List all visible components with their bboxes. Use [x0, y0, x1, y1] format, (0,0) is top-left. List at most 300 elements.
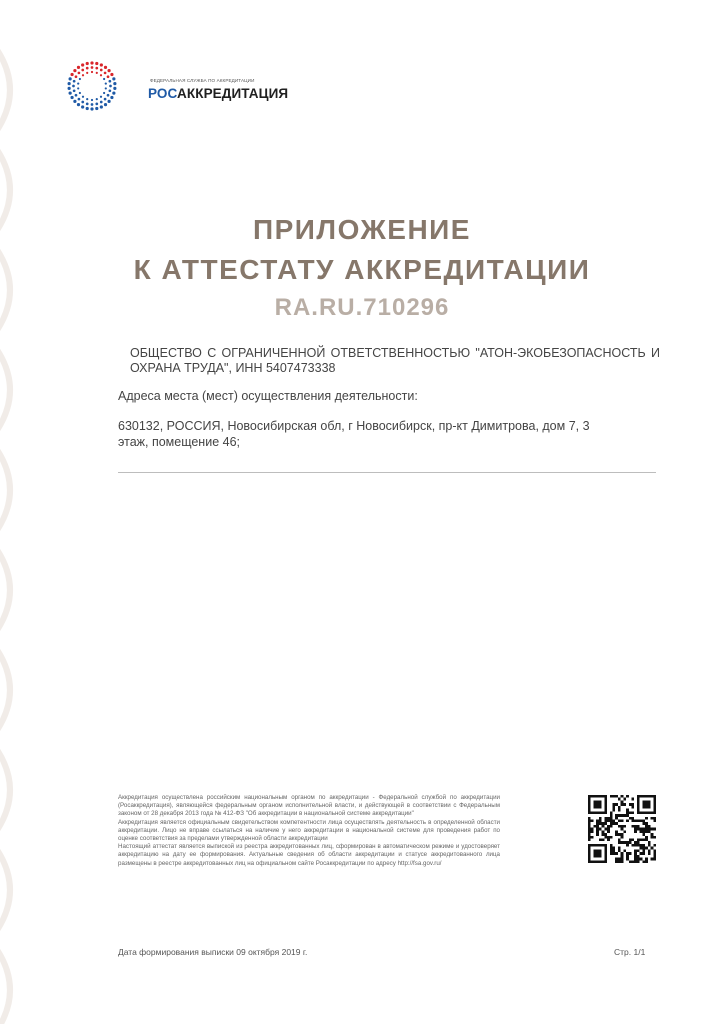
qr-module	[626, 795, 629, 798]
qr-module	[588, 833, 591, 836]
qr-module	[604, 852, 607, 855]
qr-module	[642, 819, 645, 822]
qr-module	[588, 806, 591, 809]
qr-module	[604, 833, 607, 836]
logo-dot	[105, 82, 107, 84]
logo-dot	[82, 96, 84, 98]
qr-module	[645, 811, 648, 814]
qr-module	[599, 817, 602, 820]
qr-module	[648, 830, 651, 833]
qr-module	[629, 803, 632, 806]
qr-module	[648, 828, 651, 831]
qr-module	[621, 803, 624, 806]
qr-module	[651, 795, 654, 798]
qr-module	[621, 860, 624, 863]
qr-module	[615, 803, 618, 806]
qr-module	[621, 841, 624, 844]
qr-module	[634, 858, 637, 861]
qr-module	[621, 858, 624, 861]
document-subtitle: К АТТЕСТАТУ АККРЕДИТАЦИИ	[133, 254, 591, 285]
qr-module	[642, 811, 645, 814]
qr-module	[602, 825, 605, 828]
qr-module	[634, 844, 637, 847]
qr-module	[653, 849, 656, 852]
qr-module	[621, 836, 624, 839]
qr-module	[618, 860, 621, 863]
logo-dot	[107, 94, 110, 97]
qr-module	[623, 814, 626, 817]
qr-module	[599, 819, 602, 822]
logo-dot	[90, 61, 93, 64]
logo-dot	[70, 96, 73, 99]
qr-module	[602, 822, 605, 825]
qr-module	[610, 811, 613, 814]
qr-code-icon	[588, 795, 656, 863]
qr-module	[588, 817, 591, 820]
qr-module	[626, 844, 629, 847]
logo-agency-caption: ФЕДЕРАЛЬНАЯ СЛУЖБА ПО АККРЕДИТАЦИИ	[150, 78, 255, 83]
qr-module	[651, 847, 654, 850]
qr-module	[618, 798, 621, 801]
logo-wordmark	[148, 86, 288, 101]
qr-module	[593, 860, 596, 863]
qr-module	[623, 825, 626, 828]
qr-module	[648, 849, 651, 852]
qr-module	[653, 858, 656, 861]
logo-dot	[69, 77, 72, 80]
qr-module	[653, 836, 656, 839]
qr-module	[632, 806, 635, 809]
qr-module	[645, 806, 648, 809]
qr-module	[588, 800, 591, 803]
qr-module	[626, 855, 629, 858]
logo-dot	[77, 66, 80, 69]
qr-module	[607, 828, 610, 831]
qr-module	[618, 819, 621, 822]
qr-module	[607, 830, 610, 833]
logo-dot	[86, 72, 88, 74]
qr-module	[602, 811, 605, 814]
qr-module	[623, 803, 626, 806]
qr-module	[599, 839, 602, 842]
qr-module	[653, 800, 656, 803]
qr-module	[599, 803, 602, 806]
qr-module	[610, 819, 613, 822]
qr-module	[623, 798, 626, 801]
logo-dot	[68, 87, 71, 90]
qr-module	[618, 858, 621, 861]
logo-dot	[81, 63, 84, 66]
qr-module	[634, 849, 637, 852]
logo-dot	[103, 92, 105, 94]
qr-module	[637, 795, 640, 798]
logo-dot	[86, 107, 89, 110]
logo-dot	[73, 69, 76, 72]
qr-module	[588, 849, 591, 852]
qr-module	[599, 849, 602, 852]
logo-dot	[81, 101, 84, 104]
qr-module	[588, 847, 591, 850]
logo-dot	[105, 87, 107, 89]
logo-dot	[77, 103, 80, 106]
qr-module	[588, 828, 591, 831]
qr-module	[642, 852, 645, 855]
qr-module	[604, 795, 607, 798]
qr-module	[642, 849, 645, 852]
logo-dot	[91, 66, 94, 69]
qr-module	[615, 830, 618, 833]
qr-module	[653, 811, 656, 814]
qr-module	[615, 814, 618, 817]
qr-module	[642, 800, 645, 803]
qr-module	[637, 809, 640, 812]
qr-module	[602, 844, 605, 847]
qr-module	[629, 860, 632, 863]
qr-module	[596, 825, 599, 828]
qr-module	[626, 841, 629, 844]
registration-number: RA.RU.710296	[274, 294, 450, 321]
logo-dot	[82, 74, 84, 76]
qr-module	[588, 809, 591, 812]
qr-module	[645, 860, 648, 863]
logo-dot	[81, 105, 84, 108]
logo	[66, 60, 289, 112]
logo-dot	[107, 100, 110, 103]
document-title: ПРИЛОЖЕНИЕ	[253, 214, 471, 245]
qr-module	[602, 795, 605, 798]
qr-module	[645, 836, 648, 839]
generation-date: Дата формирования выписки 09 октября 2019 г.	[118, 947, 308, 957]
qr-module	[593, 852, 596, 855]
logo-wordmark-ros: РОС	[148, 86, 178, 101]
qr-module	[640, 830, 643, 833]
logo-dot	[95, 103, 98, 106]
qr-module	[642, 803, 645, 806]
qr-module	[615, 852, 618, 855]
qr-module	[618, 849, 621, 852]
qr-module	[593, 803, 596, 806]
logo-dot	[100, 74, 102, 76]
qr-module	[621, 795, 624, 798]
qr-module	[591, 819, 594, 822]
qr-module	[629, 841, 632, 844]
qr-module	[591, 795, 594, 798]
qr-module	[599, 795, 602, 798]
qr-module	[604, 828, 607, 831]
rosakkreditatsiya-logo-icon	[66, 60, 118, 112]
qr-module	[634, 830, 637, 833]
logo-dot	[112, 77, 115, 80]
qr-module	[653, 795, 656, 798]
qr-module	[604, 800, 607, 803]
qr-module	[621, 828, 624, 831]
qr-module	[610, 822, 613, 825]
logo-dot	[113, 82, 116, 85]
qr-module	[651, 811, 654, 814]
footer-legal-text	[118, 794, 500, 868]
qr-module	[623, 830, 626, 833]
qr-module	[640, 828, 643, 831]
qr-module	[607, 836, 610, 839]
qr-module	[640, 795, 643, 798]
qr-module	[593, 844, 596, 847]
qr-module	[637, 855, 640, 858]
qr-module	[588, 855, 591, 858]
qr-module	[588, 858, 591, 861]
qr-module	[588, 795, 591, 798]
qr-module	[615, 822, 618, 825]
logo-dot	[100, 96, 102, 98]
qr-module	[645, 839, 648, 842]
qr-module	[648, 806, 651, 809]
qr-module	[653, 809, 656, 812]
qr-module	[607, 825, 610, 828]
qr-module	[596, 811, 599, 814]
logo-dot	[77, 87, 79, 89]
qr-module	[642, 795, 645, 798]
qr-module	[653, 803, 656, 806]
qr-module	[588, 830, 591, 833]
qr-module	[612, 809, 615, 812]
qr-module	[637, 839, 640, 842]
logo-dot	[81, 69, 84, 72]
qr-module	[596, 806, 599, 809]
qr-module	[604, 849, 607, 852]
qr-module	[637, 825, 640, 828]
qr-module	[637, 844, 640, 847]
qr-module	[612, 819, 615, 822]
qr-module	[626, 809, 629, 812]
organization-name: ОБЩЕСТВО С ОГРАНИЧЕННОЙ ОТВЕТСТВЕННОСТЬЮ "АТОН-ЭКОБЕЗОПАСНОСТЬ И ОХРАНА ТРУДА", ИНН 5407473338	[130, 346, 660, 375]
logo-dot	[109, 85, 112, 88]
qr-module	[604, 803, 607, 806]
qr-module	[599, 852, 602, 855]
watermark-pattern	[0, 0, 40, 1024]
qr-module	[596, 830, 599, 833]
logo-dot	[86, 67, 89, 70]
qr-module	[637, 860, 640, 863]
qr-module	[632, 811, 635, 814]
qr-module	[637, 803, 640, 806]
logo-dot	[95, 67, 98, 70]
qr-module	[596, 833, 599, 836]
qr-module	[610, 844, 613, 847]
qr-module	[591, 844, 594, 847]
footer-paragraph: Настоящий аттестат является выпиской из реестра аккредитованных лиц, сформирован в автоматическом режиме и удостоверяет аккредитацию на дату ее формирования. Актуальные сведения об области аккредитации и статусе аккредитованного лица размещены в реестре аккредитованных лиц на официальном сайте Росаккредитации по адресу http://fsa.gov.ru/	[118, 843, 500, 867]
qr-module	[629, 811, 632, 814]
logo-dot	[104, 66, 107, 69]
logo-dot	[96, 72, 98, 74]
qr-module	[612, 795, 615, 798]
logo-dot	[100, 105, 103, 108]
qr-module	[588, 803, 591, 806]
qr-module	[610, 814, 613, 817]
qr-module	[637, 800, 640, 803]
qr-module	[604, 809, 607, 812]
qr-module	[621, 833, 624, 836]
qr-module	[634, 855, 637, 858]
logo-dot	[95, 62, 98, 65]
logo-dot	[112, 92, 115, 95]
qr-module	[604, 806, 607, 809]
qr-module	[648, 803, 651, 806]
qr-module	[653, 798, 656, 801]
qr-module	[593, 825, 596, 828]
qr-module	[653, 852, 656, 855]
qr-module	[599, 855, 602, 858]
qr-module	[596, 822, 599, 825]
qr-module	[626, 811, 629, 814]
qr-module	[623, 849, 626, 852]
qr-module	[618, 814, 621, 817]
qr-module	[591, 860, 594, 863]
qr-module	[621, 825, 624, 828]
qr-module	[640, 811, 643, 814]
qr-module	[645, 858, 648, 861]
qr-module	[637, 819, 640, 822]
qr-module	[645, 817, 648, 820]
qr-module	[607, 819, 610, 822]
qr-module	[596, 803, 599, 806]
qr-module	[642, 828, 645, 831]
qr-module	[634, 841, 637, 844]
qr-module	[602, 830, 605, 833]
logo-dot	[91, 103, 94, 106]
qr-module	[626, 819, 629, 822]
qr-module	[632, 798, 635, 801]
qr-module	[642, 839, 645, 842]
logo-dot	[73, 100, 76, 103]
qr-module	[604, 836, 607, 839]
qr-module	[621, 819, 624, 822]
logo-dot	[79, 92, 81, 94]
logo-dot	[91, 99, 93, 101]
qr-module	[642, 860, 645, 863]
qr-module	[599, 800, 602, 803]
qr-module	[604, 819, 607, 822]
qr-module	[602, 833, 605, 836]
logo-dot	[96, 98, 98, 100]
logo-dot	[110, 96, 113, 99]
qr-module	[612, 852, 615, 855]
qr-module	[634, 852, 637, 855]
qr-module	[596, 795, 599, 798]
logo-dot	[91, 71, 93, 73]
qr-module	[615, 833, 618, 836]
qr-module	[604, 844, 607, 847]
qr-module	[648, 841, 651, 844]
qr-module	[588, 839, 591, 842]
logo-dot	[75, 94, 78, 97]
qr-module	[634, 819, 637, 822]
qr-module	[640, 858, 643, 861]
qr-module	[588, 822, 591, 825]
qr-module	[637, 858, 640, 861]
qr-module	[648, 844, 651, 847]
qr-module	[653, 828, 656, 831]
qr-module	[634, 825, 637, 828]
qr-module	[591, 836, 594, 839]
qr-module	[632, 803, 635, 806]
qr-module	[604, 822, 607, 825]
qr-module	[599, 844, 602, 847]
qr-module	[645, 803, 648, 806]
qr-module	[637, 806, 640, 809]
qr-module	[596, 819, 599, 822]
logo-dot	[104, 103, 107, 106]
qr-module	[648, 852, 651, 855]
qr-module	[604, 817, 607, 820]
qr-module	[602, 860, 605, 863]
logo-dot	[100, 69, 103, 72]
qr-module	[615, 858, 618, 861]
qr-module	[642, 830, 645, 833]
qr-module	[634, 828, 637, 831]
logo-dot	[86, 62, 89, 65]
qr-module	[629, 852, 632, 855]
footer-paragraph: Аккредитация является официальным свидетельством компетентности лица осуществлять деятельность в определенной области аккредитации. Лицо не вправе ссылаться на наличие у него аккредитации в национальной системе для проведения работ по оценке соответствия за пределами утвержденной области аккредитации	[118, 818, 500, 843]
qr-module	[610, 836, 613, 839]
qr-module	[599, 828, 602, 831]
qr-module	[632, 839, 635, 842]
qr-module	[642, 847, 645, 850]
qr-module	[588, 836, 591, 839]
qr-module	[645, 795, 648, 798]
qr-module	[640, 819, 643, 822]
qr-module	[645, 828, 648, 831]
qr-module	[618, 806, 621, 809]
qr-module	[651, 828, 654, 831]
logo-dot	[103, 78, 105, 80]
qr-module	[629, 817, 632, 820]
qr-module	[607, 817, 610, 820]
logo-dot	[69, 92, 72, 95]
logo-dot	[73, 80, 76, 83]
logo-dot	[70, 73, 73, 76]
qr-module	[596, 849, 599, 852]
qr-module	[621, 852, 624, 855]
qr-module	[653, 844, 656, 847]
qr-module	[599, 811, 602, 814]
logo-dot	[107, 75, 110, 78]
divider	[118, 472, 656, 473]
qr-module	[591, 828, 594, 831]
qr-module	[645, 822, 648, 825]
qr-module	[651, 833, 654, 836]
qr-module	[640, 839, 643, 842]
qr-module	[593, 806, 596, 809]
qr-module	[588, 844, 591, 847]
qr-module	[642, 833, 645, 836]
logo-dot	[75, 75, 78, 78]
qr-module	[629, 839, 632, 842]
qr-module	[632, 819, 635, 822]
qr-module	[612, 847, 615, 850]
logo-dot	[109, 89, 112, 92]
logo-dot	[113, 87, 116, 90]
qr-module	[618, 833, 621, 836]
qr-module	[640, 847, 643, 850]
qr-module	[593, 800, 596, 803]
qr-module	[588, 825, 591, 828]
qr-module	[632, 817, 635, 820]
qr-module	[591, 811, 594, 814]
qr-module	[599, 806, 602, 809]
qr-module	[648, 800, 651, 803]
qr-module	[618, 847, 621, 850]
logo-dot	[68, 82, 71, 85]
qr-module	[640, 852, 643, 855]
